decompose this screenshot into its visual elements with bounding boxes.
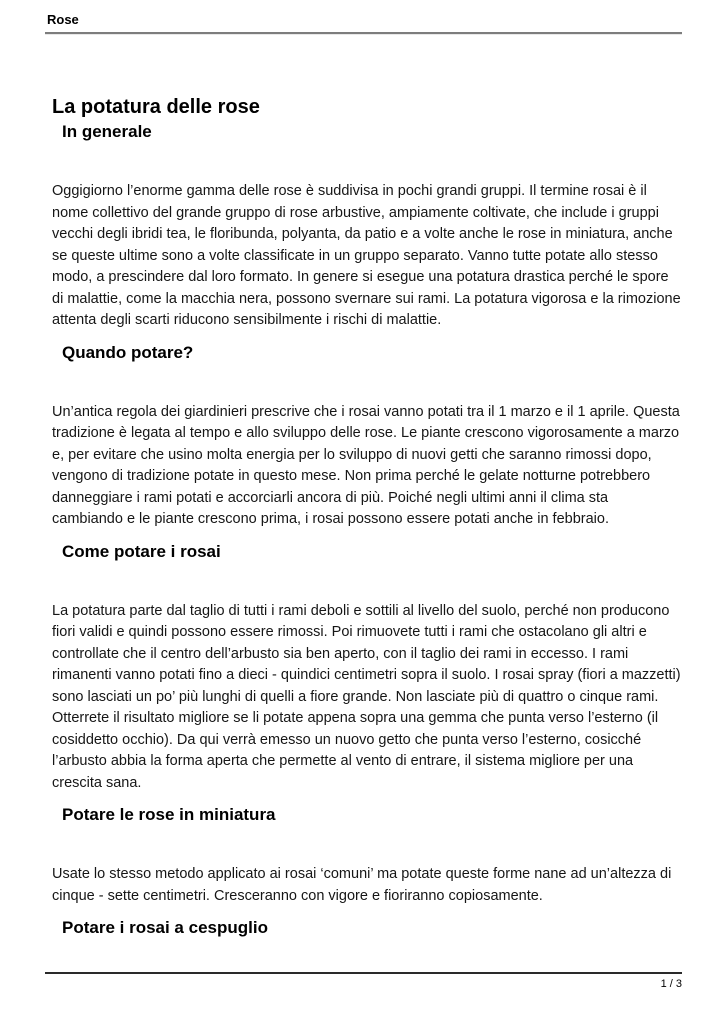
document-content	[0, 95, 725, 938]
document-title: La potatura delle rose	[52, 96, 260, 118]
header-divider	[45, 32, 682, 35]
running-header-title: Rose	[47, 12, 79, 27]
section-paragraph: Un’antica regola dei giardinieri prescrive che i rosai vanno potati tra il 1 marzo e il 1 aprile. Questa tradizione è legata al tempo e allo sviluppo delle rose. Le piante crescono vigorosamente a marzo e, per evitare che usino molta energia per lo sviluppo di nuovi getti che saranno rimossi dopo, vengono di tradizione potate in questo mese. Non prima perché le gelate notturne potrebbero danneggiare i rami potati e accorciarli ancora di più. Poiché negli ultimi anni il clima sta cambiando e le piante crescono prima, i rosai possono essere potati anche in febbraio.	[52, 403, 680, 527]
section-heading: Quando potare?	[62, 342, 194, 362]
section-quando-potare	[52, 342, 681, 531]
section-rosai-cespuglio	[52, 917, 681, 938]
page-number-indicator: 1 / 3	[660, 978, 682, 990]
section-paragraph: La potatura parte dal taglio di tutti i rami deboli e sottili al livello del suolo, perché non producono fiori validi e quindi possono essere rimossi. Poi rimuovete tutti i rami che ostacolano gli altri e controllate che il centro dell’arbusto sia ben aperto, con il taglio dei rami in eccesso. I rami rimanenti vanno potati fino a dieci - quindici centimetri sopra il suolo. I rosai spray (fiori a mazzetti) sono lasciati un po’ più lunghi di quelli a fiore grande. Non lasciate più di quattro o cinque rami. Otterrete il risultato migliore se li potate appena sopra una gemma che punta verso l’esterno (il cosiddetto occhio). Da qui verrà emesso un nuovo getto che punta verso l’esterno, cosicché l’arbusto abbia la forma aperta che permette al vento di entrare, il sistema migliore per una crescita sana.	[52, 602, 681, 791]
section-paragraph: Usate lo stesso metodo applicato ai rosai ‘comuni’ ma potate queste forme nane ad un’altezza di cinque - sette centimetri. Cresceranno con vigore e fioriranno copiosamente.	[52, 866, 672, 904]
section-in-generale	[52, 121, 681, 332]
page-footer	[45, 972, 682, 992]
section-heading: In generale	[62, 122, 152, 141]
section-heading: Potare i rosai a cespuglio	[62, 918, 268, 937]
section-come-potare	[52, 541, 681, 795]
section-rose-miniatura	[52, 804, 681, 907]
section-paragraph: Oggigiorno l’enorme gamma delle rose è suddivisa in pochi grandi gruppi. Il termine rosai è il nome collettivo del grande gruppo di rose arbustive, ampiamente coltivate, che include i gruppi vecchi degli ibridi tea, le floribunda, polyanta, da patio e a volte anche le rose in miniatura, anche se queste ultime sono a volte classificate in un gruppo separato. Vanno tutte potate allo stesso modo, a prescindere dal loro formato. In genere si esegue una potatura drastica perché le spore di malattie, come la macchia nera, possono svernare sui rami. La potatura vigorosa e la rimozione attenta degli scarti riducono sensibilmente i rischi di malattie.	[52, 183, 681, 328]
section-heading: Potare le rose in miniatura	[62, 805, 276, 824]
page-header	[0, 0, 725, 35]
section-heading: Come potare i rosai	[62, 541, 221, 561]
